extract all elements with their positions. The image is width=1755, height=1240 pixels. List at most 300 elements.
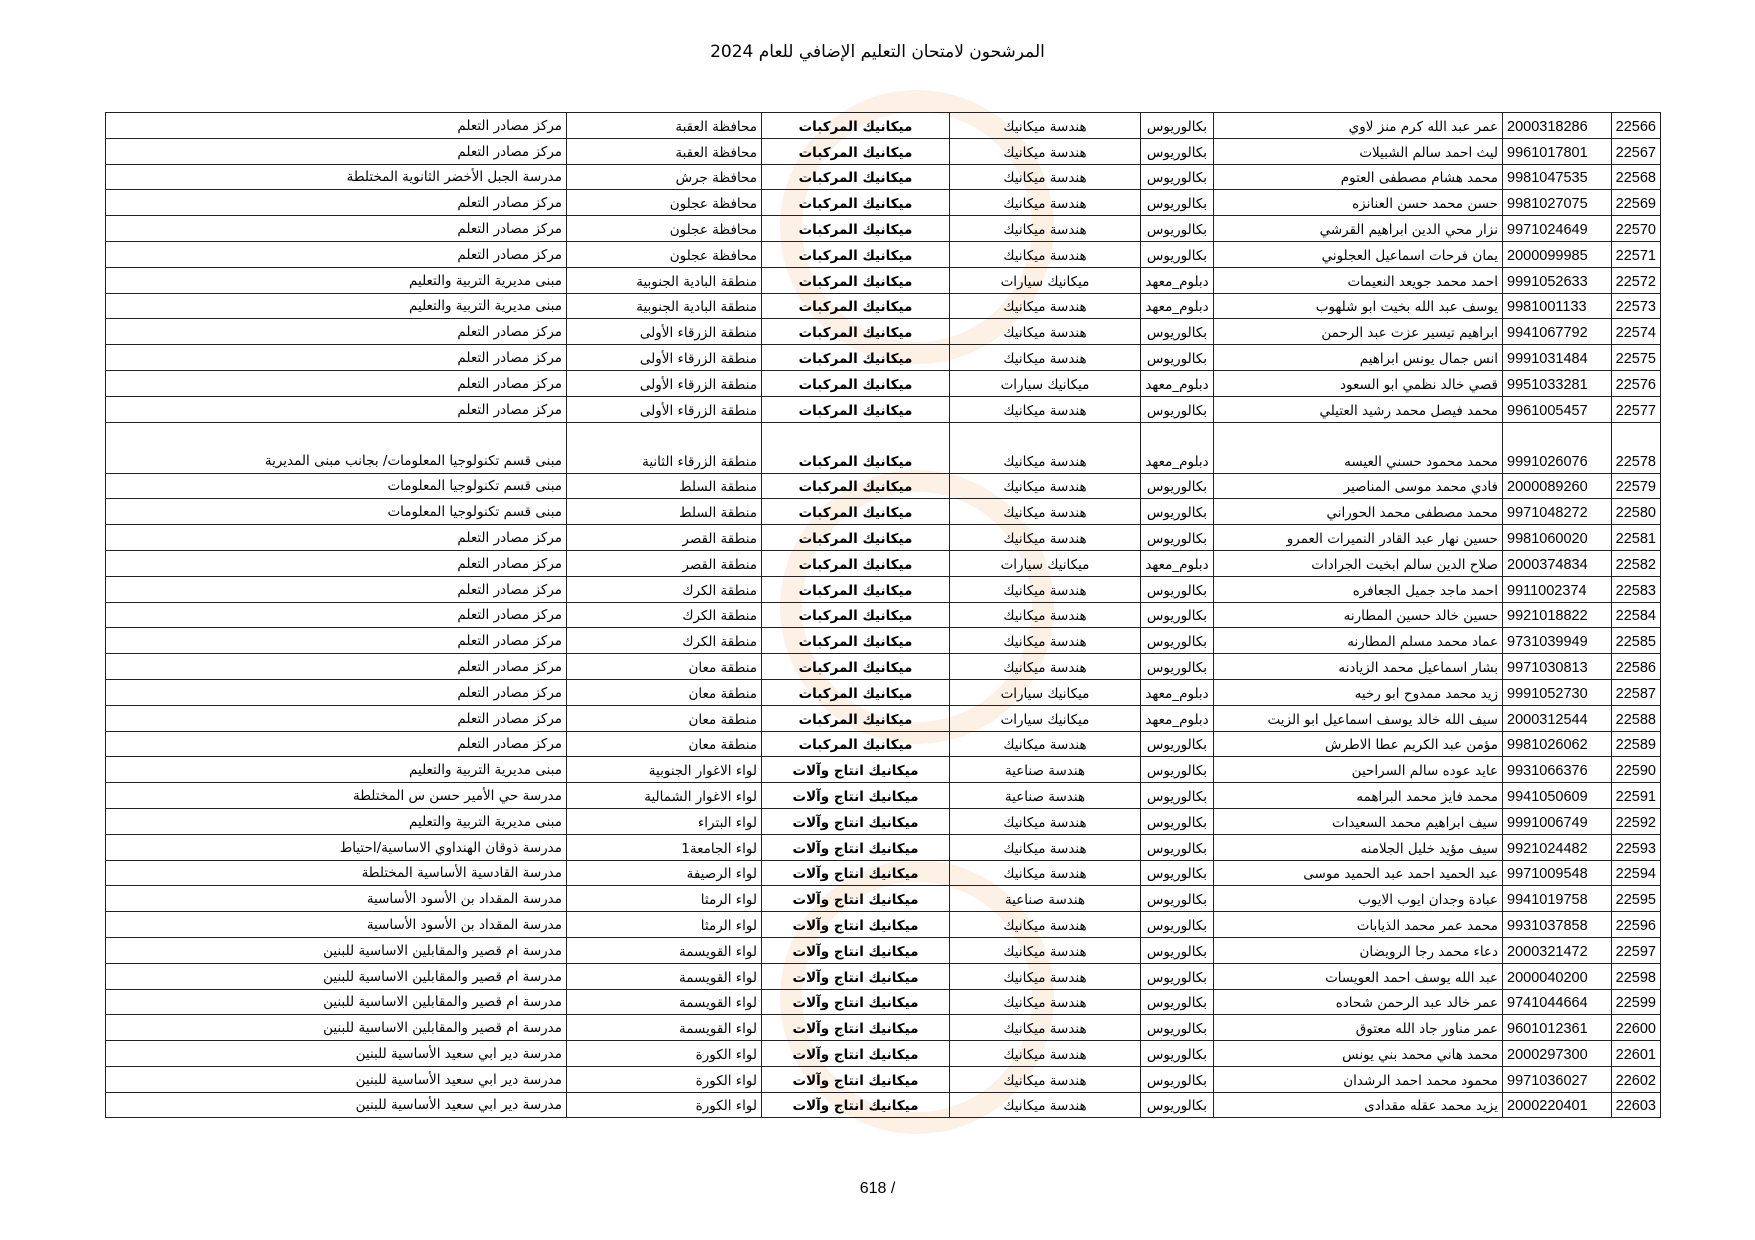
degree-cell: بكالوريوس	[1141, 731, 1214, 757]
exam-subject-cell: ميكانيك انتاج وآلات	[762, 937, 950, 963]
district-cell: منطقة القصر	[567, 550, 762, 576]
table-row	[106, 422, 1661, 473]
exam-venue-cell: مركز مصادر التعلم	[106, 216, 567, 242]
exam-subject-cell: ميكانيك المركبات	[762, 705, 950, 731]
exam-venue-cell: مركز مصادر التعلم	[106, 654, 567, 680]
degree-cell: بكالوريوس	[1141, 525, 1214, 551]
exam-venue-cell: مدرسة ام قصير والمقابلين الاساسية للبنين	[106, 1015, 567, 1041]
table-row	[106, 576, 1661, 602]
table-body	[106, 113, 1661, 1118]
exam-venue-cell: مدرسة ذوقان الهنداوي الاساسية/احتياط	[106, 834, 567, 860]
candidate-name-cell: دعاء محمد رجا الرويضان	[1214, 937, 1503, 963]
candidate-name-cell: ليث احمد سالم الشبيلات	[1214, 138, 1503, 164]
specialization-cell: هندسة ميكانيك	[950, 216, 1141, 242]
exam-venue-cell: مبنى مديرية التربية والتعليم	[106, 267, 567, 293]
degree-cell: بكالوريوس	[1141, 963, 1214, 989]
exam-subject-cell: ميكانيك المركبات	[762, 525, 950, 551]
exam-subject-cell: ميكانيك المركبات	[762, 216, 950, 242]
seat-number-cell: 22569	[1612, 190, 1661, 216]
exam-venue-cell: مدرسة الجبل الأخضر الثانوية المختلطة	[106, 164, 567, 190]
table-row	[106, 1041, 1661, 1067]
specialization-cell: هندسة ميكانيك	[950, 989, 1141, 1015]
specialization-cell: هندسة ميكانيك	[950, 473, 1141, 499]
national-id-cell: 9991031484	[1503, 345, 1612, 371]
candidate-name-cell: عبد الله يوسف احمد العويسات	[1214, 963, 1503, 989]
candidate-name-cell: قصي خالد نظمي ابو السعود	[1214, 370, 1503, 396]
exam-venue-cell: مركز مصادر التعلم	[106, 113, 567, 139]
degree-cell: دبلوم_معهد	[1141, 705, 1214, 731]
seat-number-cell: 22579	[1612, 473, 1661, 499]
exam-subject-cell: ميكانيك انتاج وآلات	[762, 886, 950, 912]
national-id-cell: 9741044664	[1503, 989, 1612, 1015]
table-row	[106, 1066, 1661, 1092]
candidate-name-cell: حسين خالد حسين المطارنه	[1214, 602, 1503, 628]
degree-cell: بكالوريوس	[1141, 499, 1214, 525]
table-row	[106, 345, 1661, 371]
seat-number-cell: 22581	[1612, 525, 1661, 551]
degree-cell: بكالوريوس	[1141, 886, 1214, 912]
degree-cell: بكالوريوس	[1141, 757, 1214, 783]
table-row	[106, 267, 1661, 293]
specialization-cell: ميكانيك سيارات	[950, 550, 1141, 576]
district-cell: منطقة القصر	[567, 525, 762, 551]
district-cell: لواء القويسمة	[567, 989, 762, 1015]
specialization-cell: هندسة ميكانيك	[950, 602, 1141, 628]
district-cell: منطقة الكرك	[567, 602, 762, 628]
degree-cell: بكالوريوس	[1141, 654, 1214, 680]
national-id-cell: 9941019758	[1503, 886, 1612, 912]
exam-venue-cell: مركز مصادر التعلم	[106, 370, 567, 396]
national-id-cell: 9971030813	[1503, 654, 1612, 680]
candidate-name-cell: يزيد محمد عقله مقدادى	[1214, 1092, 1503, 1118]
seat-number-cell: 22578	[1612, 422, 1661, 473]
seat-number-cell: 22603	[1612, 1092, 1661, 1118]
national-id-cell: 9971036027	[1503, 1066, 1612, 1092]
exam-subject-cell: ميكانيك انتاج وآلات	[762, 1015, 950, 1041]
exam-venue-cell: مدرسة دير ابي سعيد الأساسية للبنين	[106, 1041, 567, 1067]
degree-cell: دبلوم_معهد	[1141, 679, 1214, 705]
seat-number-cell: 22584	[1612, 602, 1661, 628]
degree-cell: بكالوريوس	[1141, 602, 1214, 628]
exam-subject-cell: ميكانيك المركبات	[762, 628, 950, 654]
candidate-name-cell: سيف الله خالد يوسف اسماعيل ابو الزيت	[1214, 705, 1503, 731]
candidate-name-cell: فادي محمد موسى المناصير	[1214, 473, 1503, 499]
seat-number-cell: 22598	[1612, 963, 1661, 989]
candidate-name-cell: ابراهيم تيسير عزت عبد الرحمن	[1214, 319, 1503, 345]
table-row	[106, 628, 1661, 654]
seat-number-cell: 22589	[1612, 731, 1661, 757]
national-id-cell: 9981047535	[1503, 164, 1612, 190]
seat-number-cell: 22586	[1612, 654, 1661, 680]
exam-subject-cell: ميكانيك المركبات	[762, 164, 950, 190]
district-cell: لواء الكورة	[567, 1041, 762, 1067]
exam-venue-cell: مبنى قسم تكنولوجيا المعلومات/ بجانب مبنى المديرية	[106, 422, 567, 473]
specialization-cell: ميكانيك سيارات	[950, 705, 1141, 731]
exam-venue-cell: مركز مصادر التعلم	[106, 396, 567, 422]
seat-number-cell: 22572	[1612, 267, 1661, 293]
district-cell: منطقة الزرقاء الأولى	[567, 370, 762, 396]
district-cell: منطقة الزرقاء الثانية	[567, 422, 762, 473]
specialization-cell: هندسة ميكانيك	[950, 1041, 1141, 1067]
specialization-cell: ميكانيك سيارات	[950, 267, 1141, 293]
table-row	[106, 473, 1661, 499]
page-title: المرشحون لامتحان التعليم الإضافي للعام 2024	[710, 42, 1045, 62]
exam-subject-cell: ميكانيك المركبات	[762, 267, 950, 293]
degree-cell: بكالوريوس	[1141, 164, 1214, 190]
seat-number-cell: 22597	[1612, 937, 1661, 963]
candidate-name-cell: يمان فرحات اسماعيل العجلوني	[1214, 241, 1503, 267]
table-row	[106, 679, 1661, 705]
district-cell: منطقة السلط	[567, 473, 762, 499]
exam-venue-cell: مركز مصادر التعلم	[106, 602, 567, 628]
candidate-name-cell: عمر مناور جاد الله معتوق	[1214, 1015, 1503, 1041]
exam-venue-cell: مدرسة ام قصير والمقابلين الاساسية للبنين	[106, 937, 567, 963]
exam-venue-cell: مدرسة دير ابي سعيد الأساسية للبنين	[106, 1066, 567, 1092]
national-id-cell: 9981001133	[1503, 293, 1612, 319]
table-row	[106, 138, 1661, 164]
national-id-cell: 9931066376	[1503, 757, 1612, 783]
exam-subject-cell: ميكانيك المركبات	[762, 499, 950, 525]
degree-cell: بكالوريوس	[1141, 190, 1214, 216]
national-id-cell: 9911002374	[1503, 576, 1612, 602]
specialization-cell: هندسة ميكانيك	[950, 422, 1141, 473]
exam-venue-cell: مركز مصادر التعلم	[106, 190, 567, 216]
national-id-cell: 9731039949	[1503, 628, 1612, 654]
seat-number-cell: 22585	[1612, 628, 1661, 654]
exam-subject-cell: ميكانيك المركبات	[762, 602, 950, 628]
candidate-name-cell: حسين نهار عبد القادر النميرات العمرو	[1214, 525, 1503, 551]
degree-cell: بكالوريوس	[1141, 1066, 1214, 1092]
district-cell: لواء الاغوار الشمالية	[567, 783, 762, 809]
candidate-name-cell: صلاح الدين سالم ابخيت الجرادات	[1214, 550, 1503, 576]
district-cell: لواء الاغوار الجنوبية	[567, 757, 762, 783]
exam-subject-cell: ميكانيك المركبات	[762, 138, 950, 164]
candidate-name-cell: احمد ماجد جميل الجعافره	[1214, 576, 1503, 602]
candidate-name-cell: زيد محمد ممدوح ابو رخيه	[1214, 679, 1503, 705]
degree-cell: بكالوريوس	[1141, 113, 1214, 139]
national-id-cell: 9921024482	[1503, 834, 1612, 860]
table-row	[106, 834, 1661, 860]
district-cell: منطقة معان	[567, 654, 762, 680]
specialization-cell: هندسة ميكانيك	[950, 499, 1141, 525]
national-id-cell: 9601012361	[1503, 1015, 1612, 1041]
degree-cell: بكالوريوس	[1141, 808, 1214, 834]
specialization-cell: هندسة ميكانيك	[950, 937, 1141, 963]
table-row	[106, 499, 1661, 525]
district-cell: لواء الرمثا	[567, 912, 762, 938]
national-id-cell: 9971024649	[1503, 216, 1612, 242]
table-row	[106, 370, 1661, 396]
exam-venue-cell: مبنى مديرية التربية والتعليم	[106, 808, 567, 834]
seat-number-cell: 22595	[1612, 886, 1661, 912]
seat-number-cell: 22592	[1612, 808, 1661, 834]
exam-subject-cell: ميكانيك انتاج وآلات	[762, 783, 950, 809]
district-cell: منطقة الكرك	[567, 628, 762, 654]
exam-venue-cell: مركز مصادر التعلم	[106, 731, 567, 757]
table-row	[106, 860, 1661, 886]
seat-number-cell: 22593	[1612, 834, 1661, 860]
district-cell: محافظة العقبة	[567, 138, 762, 164]
candidate-name-cell: محمود محمد احمد الرشدان	[1214, 1066, 1503, 1092]
national-id-cell: 9941067792	[1503, 319, 1612, 345]
table-row	[106, 757, 1661, 783]
national-id-cell: 2000220401	[1503, 1092, 1612, 1118]
national-id-cell: 9971009548	[1503, 860, 1612, 886]
table-row	[106, 190, 1661, 216]
degree-cell: بكالوريوس	[1141, 241, 1214, 267]
seat-number-cell: 22567	[1612, 138, 1661, 164]
exam-venue-cell: مدرسة ام قصير والمقابلين الاساسية للبنين	[106, 989, 567, 1015]
specialization-cell: هندسة ميكانيك	[950, 1066, 1141, 1092]
exam-subject-cell: ميكانيك انتاج وآلات	[762, 834, 950, 860]
specialization-cell: هندسة ميكانيك	[950, 963, 1141, 989]
specialization-cell: هندسة ميكانيك	[950, 808, 1141, 834]
district-cell: لواء البتراء	[567, 808, 762, 834]
candidate-name-cell: نزار محي الدين ابراهيم القرشي	[1214, 216, 1503, 242]
district-cell: منطقة الزرقاء الأولى	[567, 319, 762, 345]
seat-number-cell: 22573	[1612, 293, 1661, 319]
exam-venue-cell: مركز مصادر التعلم	[106, 345, 567, 371]
table-row	[106, 1015, 1661, 1041]
degree-cell: بكالوريوس	[1141, 1092, 1214, 1118]
seat-number-cell: 22596	[1612, 912, 1661, 938]
district-cell: لواء القويسمة	[567, 963, 762, 989]
exam-venue-cell: مركز مصادر التعلم	[106, 705, 567, 731]
national-id-cell: 2000374834	[1503, 550, 1612, 576]
exam-venue-cell: مركز مصادر التعلم	[106, 319, 567, 345]
degree-cell: دبلوم_معهد	[1141, 550, 1214, 576]
exam-subject-cell: ميكانيك المركبات	[762, 241, 950, 267]
district-cell: منطقة معان	[567, 731, 762, 757]
exam-subject-cell: ميكانيك المركبات	[762, 370, 950, 396]
national-id-cell: 9921018822	[1503, 602, 1612, 628]
specialization-cell: هندسة ميكانيك	[950, 293, 1141, 319]
seat-number-cell: 22590	[1612, 757, 1661, 783]
seat-number-cell: 22588	[1612, 705, 1661, 731]
specialization-cell: هندسة ميكانيك	[950, 525, 1141, 551]
district-cell: منطقة معان	[567, 679, 762, 705]
seat-number-cell: 22594	[1612, 860, 1661, 886]
page-number: 618 /	[859, 1180, 896, 1197]
degree-cell: بكالوريوس	[1141, 345, 1214, 371]
national-id-cell: 9991026076	[1503, 422, 1612, 473]
specialization-cell: هندسة ميكانيك	[950, 1092, 1141, 1118]
candidate-name-cell: عايد عوده سالم السراحين	[1214, 757, 1503, 783]
exam-subject-cell: ميكانيك المركبات	[762, 113, 950, 139]
table-row	[106, 731, 1661, 757]
national-id-cell: 9981026062	[1503, 731, 1612, 757]
district-cell: منطقة الزرقاء الأولى	[567, 345, 762, 371]
exam-venue-cell: مركز مصادر التعلم	[106, 550, 567, 576]
national-id-cell: 9991052633	[1503, 267, 1612, 293]
table-row	[106, 654, 1661, 680]
seat-number-cell: 22566	[1612, 113, 1661, 139]
district-cell: محافظة عجلون	[567, 241, 762, 267]
degree-cell: دبلوم_معهد	[1141, 267, 1214, 293]
national-id-cell: 9981060020	[1503, 525, 1612, 551]
exam-subject-cell: ميكانيك المركبات	[762, 319, 950, 345]
seat-number-cell: 22599	[1612, 989, 1661, 1015]
national-id-cell: 9941050609	[1503, 783, 1612, 809]
specialization-cell: هندسة ميكانيك	[950, 731, 1141, 757]
table-row	[106, 912, 1661, 938]
degree-cell: بكالوريوس	[1141, 319, 1214, 345]
candidate-name-cell: عمر خالد عبد الرحمن شحاده	[1214, 989, 1503, 1015]
seat-number-cell: 22582	[1612, 550, 1661, 576]
degree-cell: بكالوريوس	[1141, 1041, 1214, 1067]
candidate-name-cell: احمد محمد جويعد النعيمات	[1214, 267, 1503, 293]
table-row	[106, 216, 1661, 242]
national-id-cell: 2000297300	[1503, 1041, 1612, 1067]
national-id-cell: 9951033281	[1503, 370, 1612, 396]
specialization-cell: هندسة ميكانيك	[950, 654, 1141, 680]
seat-number-cell: 22577	[1612, 396, 1661, 422]
national-id-cell: 2000321472	[1503, 937, 1612, 963]
table-row	[106, 705, 1661, 731]
candidate-name-cell: حسن محمد حسن العنانزه	[1214, 190, 1503, 216]
candidate-name-cell: عبادة وجدان ايوب الايوب	[1214, 886, 1503, 912]
exam-venue-cell: مبنى قسم تكنولوجيا المعلومات	[106, 473, 567, 499]
specialization-cell: هندسة ميكانيك	[950, 345, 1141, 371]
exam-venue-cell: مدرسة ام قصير والمقابلين الاساسية للبنين	[106, 963, 567, 989]
candidate-name-cell: سيف مؤيد خليل الجلامنه	[1214, 834, 1503, 860]
candidate-name-cell: محمد هشام مصطفى العتوم	[1214, 164, 1503, 190]
candidate-name-cell: بشار اسماعيل محمد الزيادنه	[1214, 654, 1503, 680]
seat-number-cell: 22587	[1612, 679, 1661, 705]
seat-number-cell: 22574	[1612, 319, 1661, 345]
degree-cell: بكالوريوس	[1141, 912, 1214, 938]
seat-number-cell: 22571	[1612, 241, 1661, 267]
seat-number-cell: 22601	[1612, 1041, 1661, 1067]
candidate-name-cell: انس جمال يونس ابراهيم	[1214, 345, 1503, 371]
degree-cell: بكالوريوس	[1141, 989, 1214, 1015]
degree-cell: بكالوريوس	[1141, 1015, 1214, 1041]
exam-subject-cell: ميكانيك انتاج وآلات	[762, 757, 950, 783]
exam-venue-cell: مدرسة المقداد بن الأسود الأساسية	[106, 912, 567, 938]
exam-venue-cell: مدرسة دير ابي سعيد الأساسية للبنين	[106, 1092, 567, 1118]
candidate-name-cell: محمد محمود حسني العيسه	[1214, 422, 1503, 473]
district-cell: لواء القويسمة	[567, 1015, 762, 1041]
degree-cell: بكالوريوس	[1141, 834, 1214, 860]
national-id-cell: 9991052730	[1503, 679, 1612, 705]
specialization-cell: هندسة ميكانيك	[950, 241, 1141, 267]
degree-cell: دبلوم_معهد	[1141, 422, 1214, 473]
exam-subject-cell: ميكانيك المركبات	[762, 293, 950, 319]
table-row	[106, 963, 1661, 989]
candidates-table	[105, 112, 1661, 1118]
exam-subject-cell: ميكانيك المركبات	[762, 422, 950, 473]
exam-venue-cell: مدرسة القادسية الأساسية المختلطة	[106, 860, 567, 886]
exam-subject-cell: ميكانيك انتاج وآلات	[762, 1041, 950, 1067]
exam-venue-cell: مركز مصادر التعلم	[106, 628, 567, 654]
specialization-cell: هندسة ميكانيك	[950, 1015, 1141, 1041]
exam-venue-cell: مبنى مديرية التربية والتعليم	[106, 293, 567, 319]
national-id-cell: 9961017801	[1503, 138, 1612, 164]
specialization-cell: هندسة ميكانيك	[950, 164, 1141, 190]
district-cell: محافظة العقبة	[567, 113, 762, 139]
table-row	[106, 550, 1661, 576]
candidate-name-cell: محمد مصطفى محمد الحوراني	[1214, 499, 1503, 525]
district-cell: منطقة السلط	[567, 499, 762, 525]
exam-subject-cell: ميكانيك المركبات	[762, 190, 950, 216]
candidate-name-cell: محمد فيصل محمد رشيد العتيلي	[1214, 396, 1503, 422]
specialization-cell: هندسة صناعية	[950, 886, 1141, 912]
exam-venue-cell: مركز مصادر التعلم	[106, 576, 567, 602]
exam-venue-cell: مدرسة حي الأمير حسن س المختلطة	[106, 783, 567, 809]
table-row	[106, 241, 1661, 267]
candidate-name-cell: مؤمن عبد الكريم عطا الاطرش	[1214, 731, 1503, 757]
exam-venue-cell: مبنى مديرية التربية والتعليم	[106, 757, 567, 783]
degree-cell: بكالوريوس	[1141, 576, 1214, 602]
table-row	[106, 525, 1661, 551]
degree-cell: بكالوريوس	[1141, 138, 1214, 164]
table-row	[106, 1092, 1661, 1118]
seat-number-cell: 22568	[1612, 164, 1661, 190]
seat-number-cell: 22570	[1612, 216, 1661, 242]
degree-cell: بكالوريوس	[1141, 937, 1214, 963]
seat-number-cell: 22602	[1612, 1066, 1661, 1092]
degree-cell: بكالوريوس	[1141, 396, 1214, 422]
exam-subject-cell: ميكانيك المركبات	[762, 576, 950, 602]
district-cell: لواء الجامعة1	[567, 834, 762, 860]
specialization-cell: هندسة ميكانيك	[950, 860, 1141, 886]
exam-venue-cell: مركز مصادر التعلم	[106, 525, 567, 551]
exam-subject-cell: ميكانيك المركبات	[762, 345, 950, 371]
degree-cell: بكالوريوس	[1141, 628, 1214, 654]
seat-number-cell: 22576	[1612, 370, 1661, 396]
seat-number-cell: 22580	[1612, 499, 1661, 525]
district-cell: منطقة الزرقاء الأولى	[567, 396, 762, 422]
national-id-cell: 9931037858	[1503, 912, 1612, 938]
district-cell: محافظة عجلون	[567, 190, 762, 216]
specialization-cell: هندسة صناعية	[950, 783, 1141, 809]
exam-venue-cell: مركز مصادر التعلم	[106, 138, 567, 164]
exam-venue-cell: مركز مصادر التعلم	[106, 679, 567, 705]
exam-venue-cell: مدرسة المقداد بن الأسود الأساسية	[106, 886, 567, 912]
specialization-cell: هندسة صناعية	[950, 757, 1141, 783]
national-id-cell: 2000040200	[1503, 963, 1612, 989]
specialization-cell: هندسة ميكانيك	[950, 628, 1141, 654]
table-row	[106, 293, 1661, 319]
district-cell: لواء الكورة	[567, 1066, 762, 1092]
candidate-name-cell: محمد عمر محمد الذيابات	[1214, 912, 1503, 938]
candidate-name-cell: سيف ابراهيم محمد السعيدات	[1214, 808, 1503, 834]
specialization-cell: ميكانيك سيارات	[950, 370, 1141, 396]
seat-number-cell: 22583	[1612, 576, 1661, 602]
exam-subject-cell: ميكانيك المركبات	[762, 550, 950, 576]
specialization-cell: هندسة ميكانيك	[950, 834, 1141, 860]
district-cell: منطقة البادية الجنوبية	[567, 267, 762, 293]
specialization-cell: هندسة ميكانيك	[950, 912, 1141, 938]
national-id-cell: 9971048272	[1503, 499, 1612, 525]
national-id-cell: 2000089260	[1503, 473, 1612, 499]
degree-cell: بكالوريوس	[1141, 860, 1214, 886]
candidate-name-cell: محمد فايز محمد البراهمه	[1214, 783, 1503, 809]
exam-subject-cell: ميكانيك انتاج وآلات	[762, 989, 950, 1015]
exam-subject-cell: ميكانيك انتاج وآلات	[762, 912, 950, 938]
exam-subject-cell: ميكانيك انتاج وآلات	[762, 1066, 950, 1092]
table-row	[106, 989, 1661, 1015]
candidate-name-cell: عبد الحميد احمد عبد الحميد موسى	[1214, 860, 1503, 886]
specialization-cell: هندسة ميكانيك	[950, 576, 1141, 602]
specialization-cell: هندسة ميكانيك	[950, 113, 1141, 139]
national-id-cell: 2000312544	[1503, 705, 1612, 731]
district-cell: منطقة الكرك	[567, 576, 762, 602]
degree-cell: بكالوريوس	[1141, 783, 1214, 809]
table-row	[106, 396, 1661, 422]
national-id-cell: 2000099985	[1503, 241, 1612, 267]
specialization-cell: هندسة ميكانيك	[950, 319, 1141, 345]
